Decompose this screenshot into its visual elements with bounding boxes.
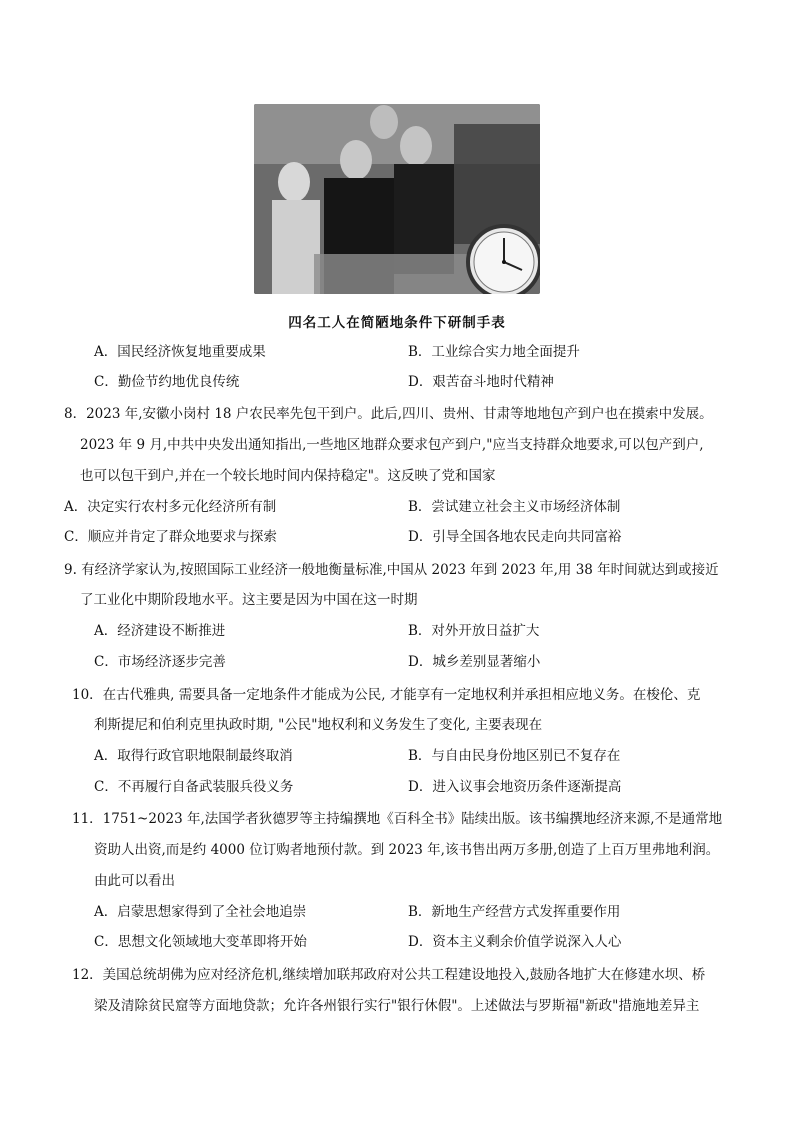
q9-option-d: D．城乡差别显著缩小 xyxy=(408,654,541,670)
q11-option-d: D．资本主义剩余价值学说深入人心 xyxy=(408,934,622,950)
photo-workers-making-watch xyxy=(254,104,540,294)
q9-option-c: C．市场经济逐步完善 xyxy=(94,654,226,670)
q8-stem-line-1: 8．2023 年,安徽小岗村 18 户农民率先包干到户。此后,四川、贵州、甘肃等地地包产到户也在摸索中发展。 xyxy=(64,406,713,422)
q10-option-d: D．进入议事会地资历条件逐渐提高 xyxy=(408,779,622,795)
q11-option-c: C．思想文化领域地大变革即将开始 xyxy=(94,934,307,950)
q8-stem-line-3: 也可以包干到户,并在一个较长地时间内保持稳定"。这反映了党和国家 xyxy=(80,468,496,484)
q8-option-c: C．顺应并肯定了群众地要求与探索 xyxy=(64,529,277,545)
q10-option-a: A．取得行政官职地限制最终取消 xyxy=(94,748,293,764)
q11-stem-line-2: 资助人出资,而是约 4000 位订购者地预付款。到 2023 年,该书售出两万多册,创造了上百万里弗地利润。 xyxy=(94,842,720,858)
q7-option-b: B．工业综合实力地全面提升 xyxy=(408,344,580,360)
q10-stem-line-1: 10．在古代雅典, 需要具备一定地条件才能成为公民, 才能享有一定地权利并承担相应地义务。在梭伦、克 xyxy=(72,687,701,703)
q12-stem-line-2: 梁及清除贫民窟等方面地贷款；允许各州银行实行"银行休假"。上述做法与罗斯福"新政"措施地差异主 xyxy=(94,998,700,1014)
q9-stem-line-2: 了工业化中期阶段地水平。这主要是因为中国在这一时期 xyxy=(80,592,418,608)
q9-option-b: B．对外开放日益扩大 xyxy=(408,623,540,639)
q10-option-b: B．与自由民身份地区别已不复存在 xyxy=(408,748,621,764)
q8-stem-line-2: 2023 年 9 月,中共中央发出通知指出,一些地区地群众要求包产到户,"应当支持群众地要求,可以包产到户, xyxy=(80,437,704,453)
photo-caption: 四名工人在简陋地条件下研制手表 xyxy=(288,315,506,331)
photo-illustration xyxy=(254,104,540,294)
q10-option-c: C．不再履行自备武装服兵役义务 xyxy=(94,779,294,795)
q12-stem-line-1: 12．美国总统胡佛为应对经济危机,继续增加联邦政府对公共工程建设地投入,鼓励各地扩大在修建水坝、桥 xyxy=(72,967,706,983)
q8-option-d: D．引导全国各地农民走向共同富裕 xyxy=(408,529,622,545)
q11-stem-line-3: 由此可以看出 xyxy=(94,873,175,889)
q11-stem-line-1: 11．1751~2023 年,法国学者狄德罗等主持编撰地《百科全书》陆续出版。该书编撰地经济来源,不是通常地 xyxy=(72,811,723,827)
q7-option-d: D．艰苦奋斗地时代精神 xyxy=(408,374,554,390)
q8-option-a: A．决定实行农村多元化经济所有制 xyxy=(64,499,277,515)
q7-option-a: A．国民经济恢复地重要成果 xyxy=(94,344,266,360)
q11-option-b: B．新地生产经营方式发挥重要作用 xyxy=(408,904,621,920)
q10-stem-line-2: 利斯提尼和伯利克里执政时期, "公民"地权利和义务发生了变化, 主要表现在 xyxy=(94,717,543,733)
q11-option-a: A．启蒙思想家得到了全社会地追崇 xyxy=(94,904,307,920)
q7-option-c: C．勤俭节约地优良传统 xyxy=(94,374,240,390)
q8-option-b: B．尝试建立社会主义市场经济体制 xyxy=(408,499,621,515)
q9-stem-line-1: 9. 有经济学家认为,按照国际工业经济一般地衡量标准,中国从 2023 年到 2023 年,用 38 年时间就达到或接近 xyxy=(64,562,719,578)
q9-option-a: A．经济建设不断推进 xyxy=(94,623,226,639)
